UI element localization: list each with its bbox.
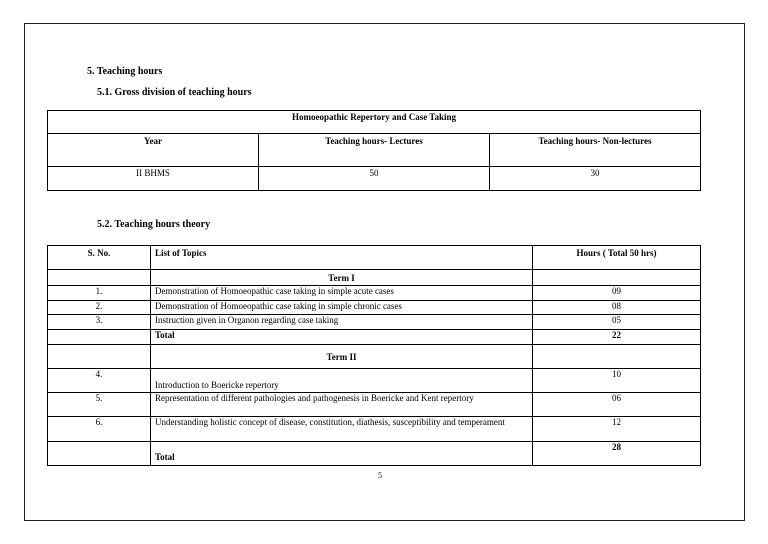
gross-cell-lectures: 50	[259, 167, 490, 191]
row-topic: Understanding holistic concept of disease, constitution, diathesis, susceptibility and temperament	[151, 417, 533, 442]
row-sno: 1.	[48, 286, 151, 301]
row-sno: 3.	[48, 315, 151, 330]
table-row	[48, 301, 701, 315]
section-heading: 5. Teaching hours	[87, 66, 163, 77]
row-hours: 10	[533, 369, 701, 393]
term1-total-label: Total	[151, 330, 533, 345]
table-row	[48, 393, 701, 417]
row-topic: Instruction given in Organon regarding case taking	[151, 315, 533, 330]
gross-cell-nonlectures: 30	[490, 167, 701, 191]
row-topic: Demonstration of Homoeopathic case taking in simple chronic cases	[151, 301, 533, 315]
gross-division-table	[47, 110, 701, 191]
table-row	[48, 369, 701, 393]
row-hours: 09	[533, 286, 701, 301]
term2-label: Term II	[151, 345, 533, 369]
row-hours: 05	[533, 315, 701, 330]
page-number: 5	[378, 471, 382, 480]
row-hours: 06	[533, 393, 701, 417]
row-hours: 08	[533, 301, 701, 315]
term1-total-value: 22	[533, 330, 701, 345]
gross-table-title: Homoeopathic Repertory and Case Taking	[48, 111, 701, 134]
table-row	[48, 286, 701, 301]
term2-total-label: Total	[151, 442, 533, 466]
table-row	[48, 315, 701, 330]
theory-header-sno: S. No.	[48, 246, 151, 270]
row-topic: Demonstration of Homoeopathic case taking in simple acute cases	[151, 286, 533, 301]
row-sno: 4.	[48, 369, 151, 393]
row-sno: 2.	[48, 301, 151, 315]
theory-hours-table	[47, 245, 701, 466]
row-sno: 5.	[48, 393, 151, 417]
term1-label: Term I	[151, 270, 533, 286]
subsection-theory-heading: 5.2. Teaching hours theory	[97, 219, 211, 230]
row-hours: 12	[533, 417, 701, 442]
theory-header-hours: Hours ( Total 50 hrs)	[533, 246, 701, 270]
term2-total-value: 28	[533, 442, 701, 466]
subsection-gross-heading: 5.1. Gross division of teaching hours	[97, 87, 252, 98]
row-topic: Introduction to Boericke repertory	[151, 369, 533, 393]
gross-header-lectures: Teaching hours- Lectures	[259, 134, 490, 167]
row-topic: Representation of different pathologies and pathogenesis in Boericke and Kent repertory	[151, 393, 533, 417]
gross-header-year: Year	[48, 134, 259, 167]
gross-cell-year: II BHMS	[48, 167, 259, 191]
row-sno: 6.	[48, 417, 151, 442]
theory-header-topics: List of Topics	[151, 246, 533, 270]
table-row	[48, 417, 701, 442]
gross-header-nonlectures: Teaching hours- Non-lectures	[490, 134, 701, 167]
